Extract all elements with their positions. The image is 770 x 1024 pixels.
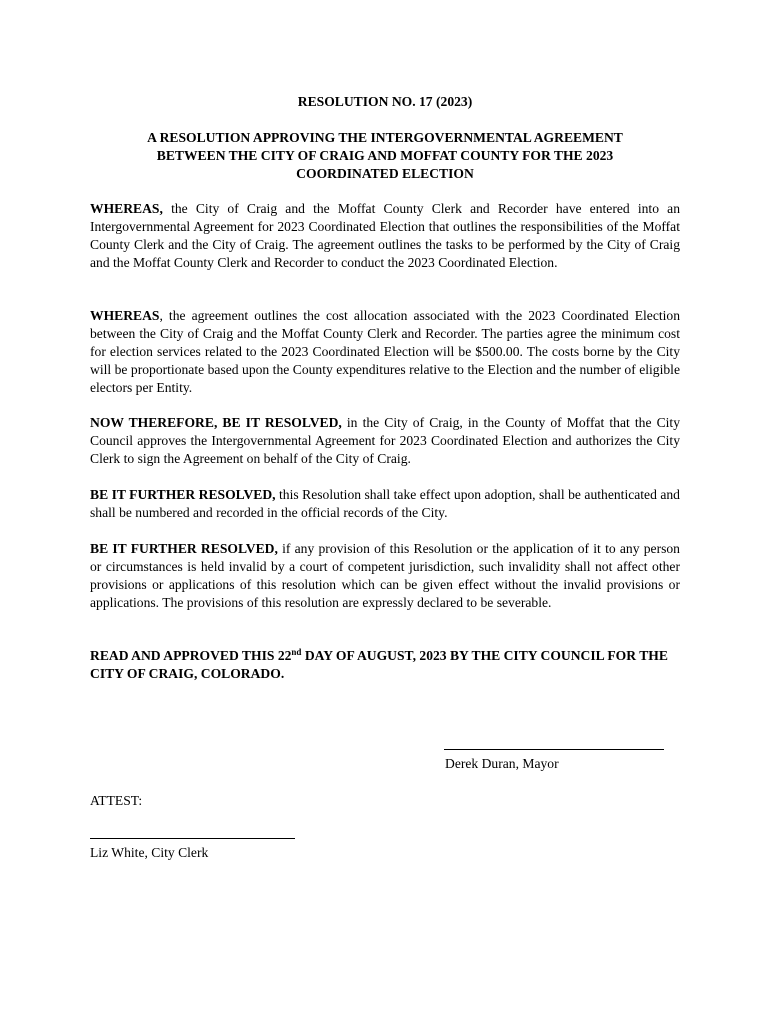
whereas-paragraph-1 [90, 200, 680, 272]
whereas-paragraph-2 [90, 307, 680, 397]
whereas-lead-2: WHEREAS [90, 308, 160, 323]
now-therefore-text: in the City of Craig, in the County of Moffat that the City Council approves the Intergovernmental Agreement for 2023 Coordinated Election and authorizes the City Clerk to sign the Agreement on behalf of the City of Craig. [90, 415, 680, 466]
further-resolved-lead-2: BE IT FURTHER RESOLVED, [90, 541, 278, 556]
mayor-signature-name: Derek Duran, Mayor [445, 756, 559, 771]
further-resolved-text-2: if any provision of this Resolution or the application of it to any person or circumstances is held invalid by a court of competent jurisdiction, such invalidity shall not affect other provisions or applications of this resolution which can be given effect without the invalid provisions or applications. The provisions of this resolution are expressly declared to be severable. [90, 541, 680, 610]
further-resolved-text-1: this Resolution shall take effect upon adoption, shall be authenticated and shall be numbered and recorded in the official records of the City. [90, 487, 680, 520]
heading-line-3: COORDINATED ELECTION [296, 166, 474, 181]
further-resolved-paragraph-2 [90, 540, 680, 612]
whereas-text-2: , the agreement outlines the cost allocation associated with the 2023 Coordinated Election between the City of Craig and the Moffat County Clerk and Recorder. The parties agree the minimum cost for election services related to the 2023 Coordinated Election will be $500.00. The costs borne by the City will be proportionate based upon the County expenditures relative to the Election and the number of eligible electors per Entity. [90, 308, 680, 395]
read-and-approved [90, 647, 680, 683]
heading-line-2: BETWEEN THE CITY OF CRAIG AND MOFFAT COUNTY FOR THE 2023 [156, 148, 614, 163]
read-approved-part-1: READ AND APPROVED THIS 22 [90, 648, 292, 663]
attest-label: ATTEST: [90, 793, 143, 808]
resolution-number: RESOLUTION NO. 17 (2023) [297, 94, 473, 109]
clerk-signature-line [90, 838, 295, 839]
now-therefore-paragraph [90, 414, 680, 468]
read-approved-ordinal: nd [291, 647, 302, 657]
further-resolved-paragraph-1 [90, 486, 680, 522]
read-approved-part-2: DAY OF AUGUST, 2023 BY THE CITY COUNCIL FOR THE CITY OF CRAIG, COLORADO. [90, 648, 668, 681]
clerk-signature-name: Liz White, City Clerk [90, 845, 209, 860]
now-therefore-lead: NOW THEREFORE, BE IT RESOLVED, [90, 415, 342, 430]
further-resolved-lead-1: BE IT FURTHER RESOLVED, [90, 487, 276, 502]
mayor-signature-line [444, 749, 664, 750]
whereas-text-1: the City of Craig and the Moffat County Clerk and Recorder have entered into an Intergovernmental Agreement for 2023 Coordinated Election that outlines the responsibilities of the Moffat County Clerk and the City of Craig. The agreement outlines the tasks to be performed by the City of Craig and the Moffat County Clerk and Recorder to conduct the 2023 Coordinated Election. [90, 201, 680, 270]
whereas-lead-1: WHEREAS, [90, 201, 163, 216]
heading-line-1: A RESOLUTION APPROVING THE INTERGOVERNMENTAL AGREEMENT [147, 130, 623, 145]
